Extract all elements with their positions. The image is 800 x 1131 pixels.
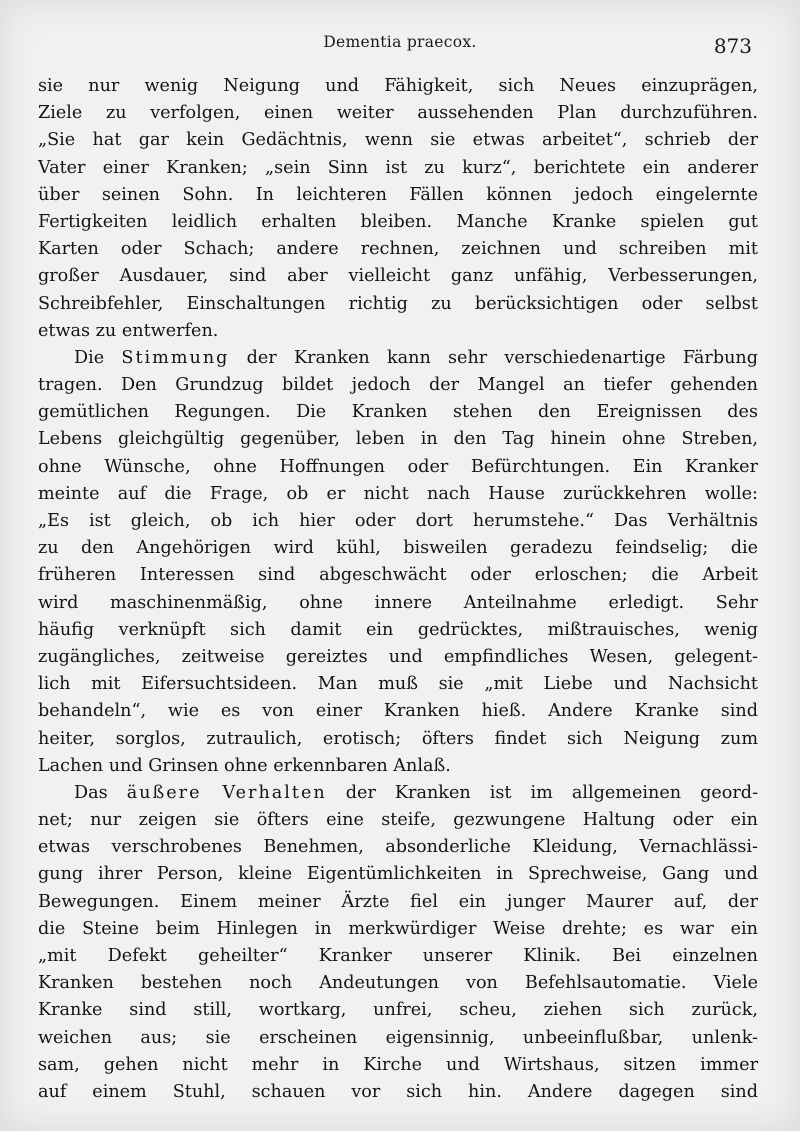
first-line-rest: der Kranken kann sehr verschiedenartige Färbung — [246, 347, 758, 368]
text-line — [38, 345, 758, 372]
text-line: die Steine beim Hinlegen in merkwürdiger Weise drehte; es war ein — [38, 918, 758, 939]
paragraph-2 — [38, 345, 758, 780]
text-line: „Es ist gleich, ob ich hier oder dort herumstehe.“ Das Verhältnis — [38, 511, 758, 531]
text-line: Kranke sind still, wortkarg, unfrei, scheu, ziehen sich zurück, — [38, 1000, 758, 1021]
text-line: behandeln“, wie es von einer Kranken hieß. Andere Kranke sind — [38, 701, 758, 722]
text-line: meinte auf die Frage, ob er nicht nach Hause zurückkehren wolle: — [38, 483, 758, 504]
text-line: großer Ausdauer, sind aber vielleicht ganz unfähig, Verbesserungen, — [38, 266, 758, 287]
text-line: wird maschinenmäßig, ohne innere Anteilnahme erledigt. Sehr — [38, 592, 758, 613]
paragraph-opening-word: Die — [74, 347, 105, 368]
text-line: gung ihrer Person, kleine Eigentümlichkeiten in Sprechweise, Gang und — [38, 864, 758, 885]
emphasized-term: äußere Verhalten — [126, 782, 327, 803]
text-line: lich mit Eifersuchtsideen. Man muß sie „mit Liebe und Nachsicht — [38, 674, 758, 695]
text-line: auf einem Stuhl, schauen vor sich hin. Andere dagegen sind — [38, 1081, 758, 1102]
text-line: Ziele zu verfolgen, einen weiter aussehenden Plan durchzuführen. — [38, 103, 758, 124]
text-line: Lachen und Grinsen ohne erkennbaren Anlaß. — [38, 755, 451, 776]
page-header — [0, 30, 800, 60]
text-line: sam, gehen nicht mehr in Kirche und Wirtshaus, sitzen immer — [38, 1054, 758, 1075]
emphasized-term: Stimmung — [121, 347, 230, 368]
text-line: ohne Wünsche, ohne Hoffnungen oder Befürchtungen. Ein Kranker — [38, 456, 758, 477]
text-line: „mit Defekt geheilter“ Kranker unserer Klinik. Bei einzelnen — [38, 946, 758, 966]
text-line: über seinen Sohn. In leichteren Fällen können jedoch eingelernte — [38, 184, 758, 205]
paragraph-opening-word: Das — [74, 782, 108, 803]
text-line — [38, 780, 758, 807]
first-line-rest: der Kranken ist im allgemeinen geord- — [345, 782, 758, 803]
text-line: Vater einer Kranken; „sein Sinn ist zu kurz“, berichtete ein anderer — [38, 157, 758, 178]
text-line: „Sie hat gar kein Gedächtnis, wenn sie etwas arbeitet“, schrieb der — [38, 130, 758, 151]
text-line: gemütlichen Regungen. Die Kranken stehen den Ereignissen des — [38, 402, 758, 423]
text-line: weichen aus; sie erscheinen eigensinnig, unbeeinflußbar, unlenk- — [38, 1027, 758, 1048]
text-line: etwas zu entwerfen. — [38, 320, 219, 341]
text-line: etwas verschrobenes Benehmen, absonderliche Kleidung, Vernachlässi- — [38, 837, 758, 858]
text-line: tragen. Den Grundzug bildet jedoch der Mangel an tiefer gehenden — [38, 375, 758, 396]
running-title: Dementia praecox. — [323, 33, 477, 51]
text-line: Kranken bestehen noch Andeutungen von Befehlsautomatie. Viele — [38, 973, 758, 994]
page-number: 873 — [713, 34, 752, 58]
text-line: Bewegungen. Einem meiner Ärzte fiel ein junger Maurer auf, der — [38, 891, 758, 912]
text-line: häufig verknüpft sich damit ein gedrücktes, mißtrauisches, wenig — [38, 619, 758, 640]
paragraph-1 — [38, 73, 758, 345]
text-line: zugängliches, zeitweise gereiztes und empfindliches Wesen, gelegent- — [38, 646, 758, 667]
body-text — [38, 73, 758, 1106]
text-line: zu den Angehörigen wird kühl, bisweilen geradezu feindselig; die — [38, 538, 758, 559]
text-line: sie nur wenig Neigung und Fähigkeit, sich Neues einzuprägen, — [38, 76, 758, 96]
text-line: Fertigkeiten leidlich erhalten bleiben. Manche Kranke spielen gut — [38, 211, 758, 232]
text-line: Karten oder Schach; andere rechnen, zeichnen und schreiben mit — [38, 239, 758, 260]
text-line: Lebens gleichgültig gegenüber, leben in den Tag hinein ohne Streben, — [38, 429, 758, 450]
text-line: Schreibfehler, Einschaltungen richtig zu berücksichtigen oder selbst — [38, 293, 758, 314]
text-line: heiter, sorglos, zutraulich, erotisch; öfters findet sich Neigung zum — [38, 728, 758, 749]
text-line: früheren Interessen sind abgeschwächt oder erloschen; die Arbeit — [38, 565, 758, 586]
paragraph-3 — [38, 780, 758, 1106]
text-line: net; nur zeigen sie öfters eine steife, gezwungene Haltung oder ein — [38, 810, 758, 831]
